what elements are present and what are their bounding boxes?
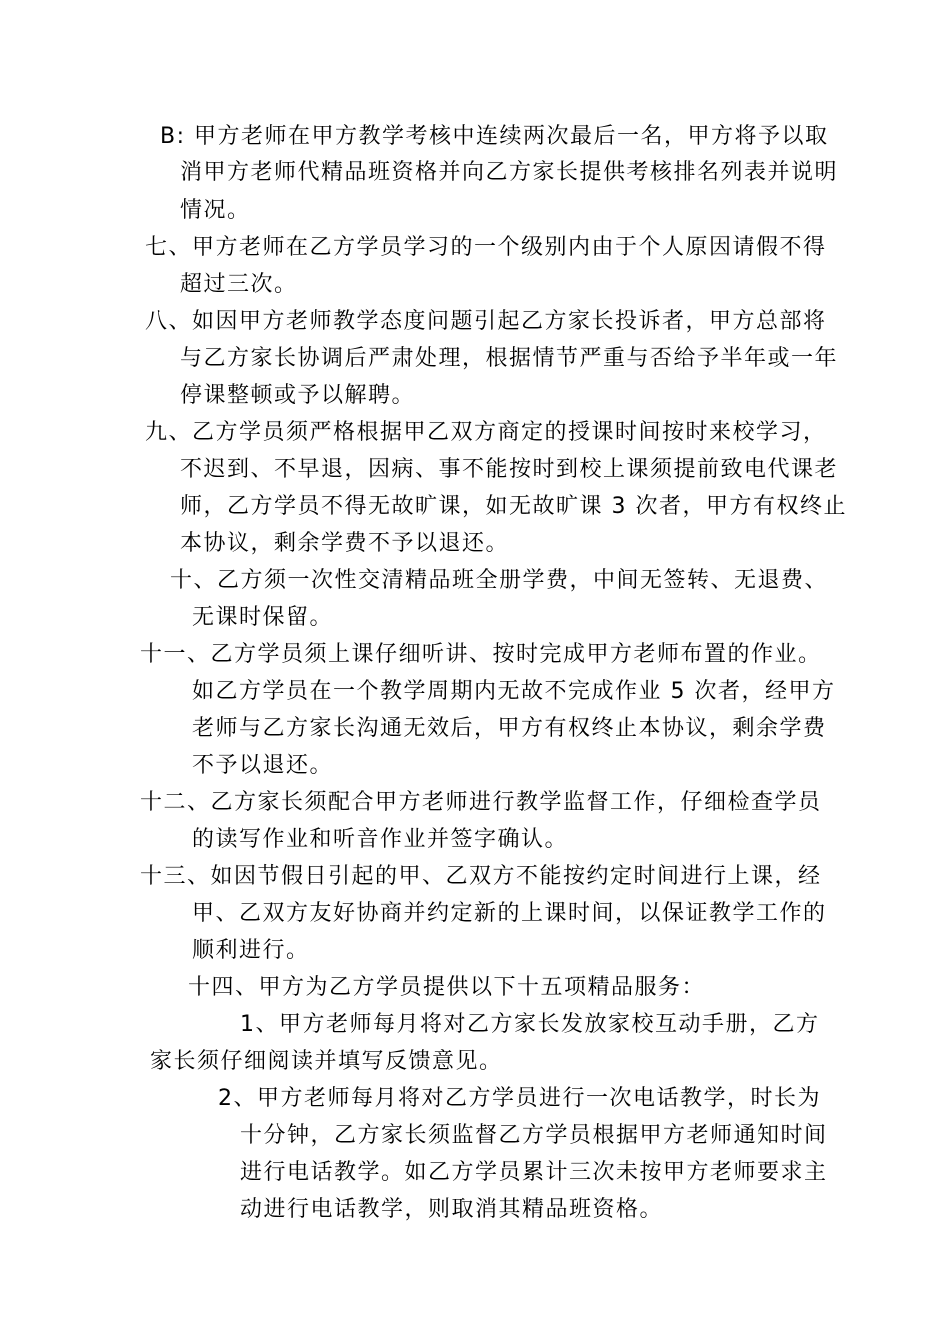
clause-b-line-3: 情况。: [180, 198, 251, 223]
clause-8-line-2: 与乙方家长协调后严肃处理，根据情节严重与否给予半年或一年: [180, 346, 839, 371]
service-item-2-line-4: 动进行电话教学，则取消其精品班资格。: [240, 1197, 664, 1222]
clause-11-line-4: 不予以退还。: [192, 753, 334, 778]
clause-b-line-1: B: 甲方老师在甲方教学考核中连续两次最后一名，甲方将予以取: [160, 124, 829, 149]
clause-13-line-2: 甲、乙双方友好协商并约定新的上课时间，以保证教学工作的: [192, 901, 827, 926]
clause-8-line-3: 停课整顿或予以解聘。: [180, 383, 416, 408]
clause-10-line-1: 十、乙方须一次性交清精品班全册学费，中间无签转、无退费、: [170, 568, 829, 593]
clause-b-line-2: 消甲方老师代精品班资格并向乙方家长提供考核排名列表并说明: [180, 160, 839, 185]
clause-11-line-2: 如乙方学员在一个教学周期内无故不完成作业 5 次者，经甲方: [192, 679, 836, 704]
clause-14-line-1: 十四、甲方为乙方学员提供以下十五项精品服务：: [188, 975, 706, 1000]
clause-9-line-4: 本协议，剩余学费不予以退还。: [180, 531, 510, 556]
service-item-2-line-2: 十分钟，乙方家长须监督乙方学员根据甲方老师通知时间: [240, 1123, 828, 1148]
clause-12-line-1: 十二、乙方家长须配合甲方老师进行教学监督工作，仔细检查学员: [140, 790, 822, 815]
clause-13-line-3: 顺利进行。: [192, 938, 310, 963]
clause-8-line-1: 八、如因甲方老师教学态度问题引起乙方家长投诉者，甲方总部将: [145, 309, 827, 334]
clause-9-line-2: 不迟到、不早退，因病、事不能按时到校上课须提前致电代课老: [180, 457, 839, 482]
clause-7-line-2: 超过三次。: [180, 272, 298, 297]
service-item-1-line-1: 1、甲方老师每月将对乙方家长发放家校互动手册，乙方: [240, 1012, 820, 1037]
clause-11-line-3: 老师与乙方家长沟通无效后，甲方有权终止本协议，剩余学费: [192, 716, 827, 741]
service-item-1-line-2: 家长须仔细阅读并填写反馈意见。: [150, 1049, 503, 1074]
clause-9-line-3: 师，乙方学员不得无故旷课，如无故旷课 3 次者，甲方有权终止: [180, 494, 847, 519]
service-item-2-line-3: 进行电话教学。如乙方学员累计三次未按甲方老师要求主: [240, 1160, 828, 1185]
service-item-2-line-1: 2、甲方老师每月将对乙方学员进行一次电话教学，时长为: [218, 1086, 821, 1111]
clause-9-line-1: 九、乙方学员须严格根据甲乙双方商定的授课时间按时来校学习，: [145, 420, 827, 445]
clause-7-line-1: 七、甲方老师在乙方学员学习的一个级别内由于个人原因请假不得: [145, 235, 827, 260]
clause-13-line-1: 十三、如因节假日引起的甲、乙双方不能按约定时间进行上课，经: [140, 864, 822, 889]
clause-11-line-1: 十一、乙方学员须上课仔细听讲、按时完成甲方老师布置的作业。: [140, 642, 822, 667]
clause-12-line-2: 的读写作业和听音作业并签字确认。: [192, 827, 569, 852]
clause-10-line-2: 无课时保留。: [192, 605, 334, 630]
